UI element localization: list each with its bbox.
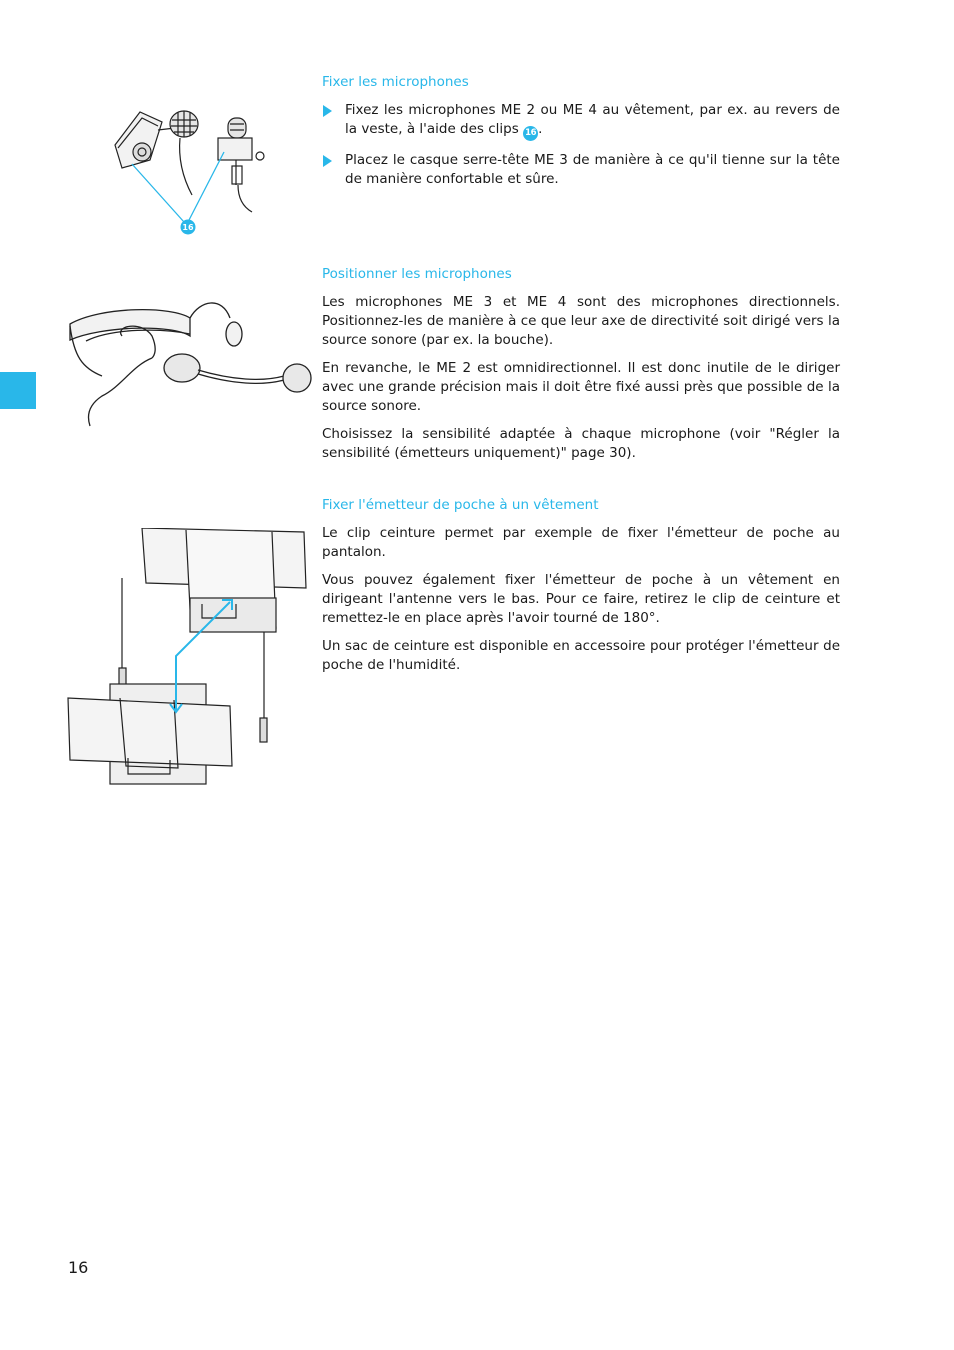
paragraph: Le clip ceinture permet par exemple de fixer l'émetteur de poche au pantalon. xyxy=(322,525,840,560)
section-fix-transmitter xyxy=(322,496,840,684)
paragraph: En revanche, le ME 2 est omnidirectionnel. Il est donc inutile de le diriger avec une grande précision mais il doit être fixé aussi près que possible de la source sonore. xyxy=(322,360,840,414)
bodypack-transmitter-illustration xyxy=(66,528,316,790)
section-position-microphones xyxy=(322,265,840,472)
paragraph: Vous pouvez également fixer l'émetteur de poche à un vêtement en dirigeant l'antenne vers le bas. Pour ce faire, retirez le clip de ceinture et remettez-le en place après l'avoir tourné de 180°. xyxy=(322,572,840,626)
chapter-tab xyxy=(0,372,36,409)
figure-callout-16: 16 xyxy=(182,223,194,232)
bullet-arrow-icon xyxy=(323,105,332,117)
section-heading: Positionner les microphones xyxy=(322,266,512,282)
instruction-text: Placez le casque serre-tête ME 3 de manière à ce qu'il tienne sur la tête de manière confortable et sûre. xyxy=(345,152,840,187)
instruction-text: Fixez les microphones ME 2 ou ME 4 au vêtement, par ex. au revers de la veste, à l'aide des clips 16 . xyxy=(345,101,840,141)
clip-microphones-illustration xyxy=(100,100,280,240)
section-fix-microphones xyxy=(322,73,840,199)
headset-microphone-illustration xyxy=(62,296,317,431)
instruction-step xyxy=(322,151,840,189)
instruction-step xyxy=(322,101,840,141)
section-heading: Fixer les microphones xyxy=(322,74,469,90)
page-number: 16 xyxy=(68,1258,89,1277)
paragraph: Choisissez la sensibilité adaptée à chaque microphone (voir "Régler la sensibilité (émetteurs uniquement)" page 30). xyxy=(322,426,840,461)
bullet-arrow-icon xyxy=(323,155,332,167)
paragraph: Les microphones ME 3 et ME 4 sont des microphones directionnels. Positionnez-les de manière à ce que leur axe de directivité soit dirigé vers la source sonore (par ex. la bouche). xyxy=(322,294,840,348)
section-heading: Fixer l'émetteur de poche à un vêtement xyxy=(322,497,599,513)
paragraph: Un sac de ceinture est disponible en accessoire pour protéger l'émetteur de poche de l'humidité. xyxy=(322,638,840,673)
figure-reference-badge: 16 xyxy=(523,126,538,141)
